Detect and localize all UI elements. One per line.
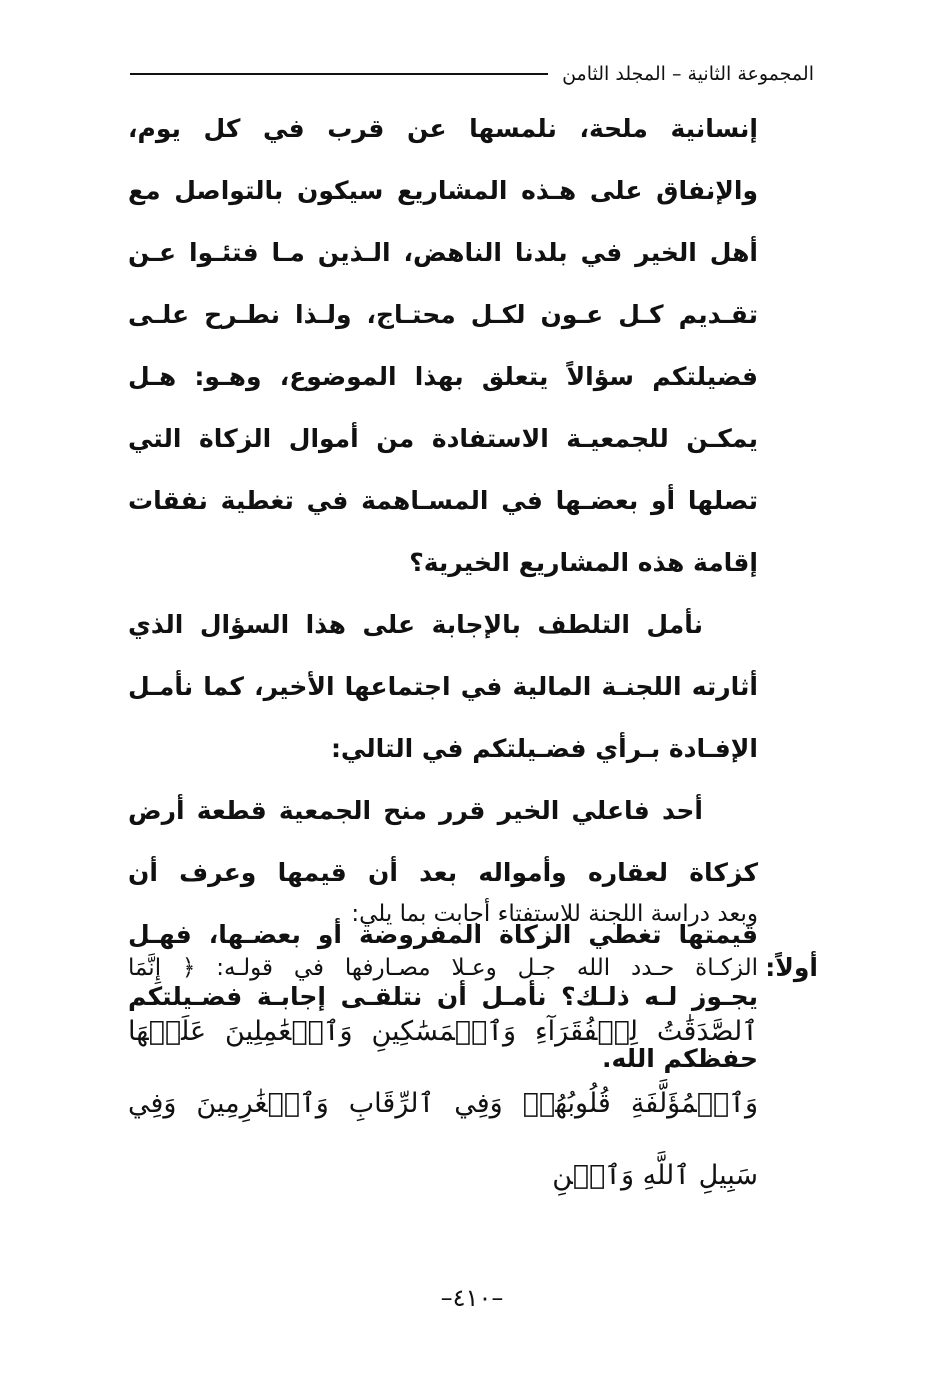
answer-point-first bbox=[128, 940, 818, 1212]
paragraph-request: نأمل التلطف بالإجابة على هذا السؤال الذي أثارته اللجنـة المالية في اجتماعها الأخير، كما نأمـل الإفـادة بـرأي فضـيلتكم في التالي: bbox=[128, 610, 758, 763]
intro-text: وبعد دراسة اللجنة للاستفتاء أجابت بما يلي: bbox=[351, 901, 758, 927]
point-label: أولاً: bbox=[765, 953, 818, 982]
paragraph-case: أحد فاعلي الخير قرر منح الجمعية قطعة أرض كزكاة لعقاره وأمواله بعد أن قيمها وعرف أن قيمتها تغطي الزكاة المفروضة أو بعضـها، فهـل يجـوز لـه ذلـك؟ نأمـل أن نتلقـى إجابـة فضـيلتكم حفظكم الله. bbox=[128, 796, 758, 1073]
paragraph-question: إنسانية ملحة، نلمسها عن قرب في كل يوم، والإنفاق على هـذه المشاريع سيكون بالتواصل مع أهل الخير في بلدنا الناهض، الـذين مـا فتئـوا عـن تقـديم كـل عـون لكـل محتـاج، ولـذا نطـرح علـى فضيلتكم سؤالاً يتعلق بهذا الموضوع، وهـو: هـل يمكـن للجمعيـة الاستفادة من أموال الزكاة التي تصلها أو بعضـها في المسـاهمة في تغطية نفقات إقامة هذه المشاريع الخيرية؟ bbox=[128, 114, 758, 577]
answer-point-row bbox=[128, 940, 818, 996]
quran-verse: ٱلصَّدَقَٰتُ لِلۡفُقَرَآءِ وَٱلۡمَسَٰكِينِ وَٱلۡعَٰمِلِينَ عَلَيۡهَا وَٱلۡمُؤَلَّفَةِ قُلُوبُهُمۡ وَفِي ٱلرِّقَابِ وَٱلۡغَٰرِمِينَ وَفِي سَبِيلِ ٱللَّهِ وَٱبۡنِ bbox=[128, 1016, 758, 1191]
running-title: المجموعة الثانية – المجلد الثامن bbox=[562, 63, 814, 85]
point-text: الزكـاة حـدد الله جـل وعـلا مصـارفها في قولـه: ﴿ إِنَّمَا bbox=[128, 955, 758, 981]
running-header bbox=[130, 58, 814, 90]
committee-intro bbox=[128, 888, 758, 940]
page-number: –٤١٠– bbox=[440, 1284, 504, 1312]
header-rule bbox=[130, 73, 548, 75]
